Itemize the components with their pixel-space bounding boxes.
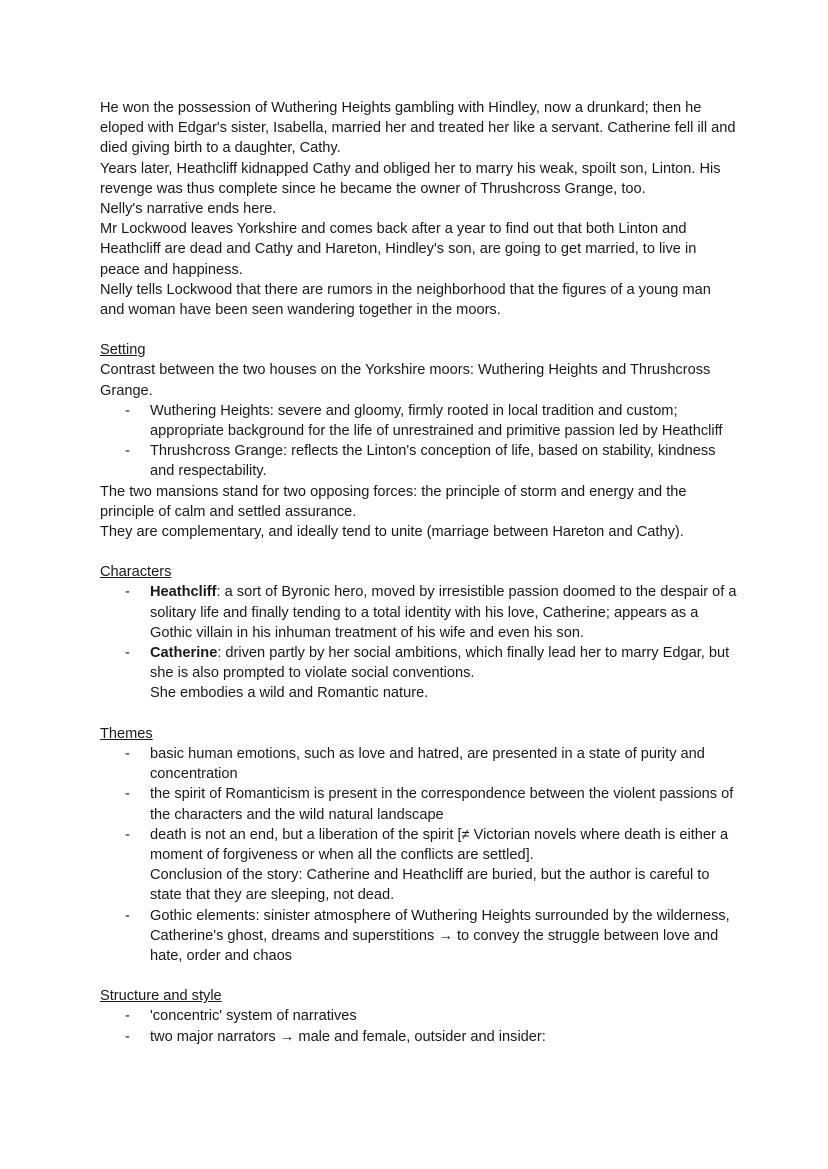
structure-list [100,1006,738,1046]
themes-list [100,744,738,966]
structure-section [100,986,738,1047]
setting-paragraph: They are complementary, and ideally tend to unite (marriage between Hareton and Cathy). [100,524,684,541]
character-description: : driven partly by her social ambitions, which finally lead her to marry Edgar, but she is also prompted to violate social conventions. [150,645,730,682]
characters-list [100,582,738,703]
list-item: - Gothic elements: sinister atmosphere of Wuthering Heights surrounded by the wilderness, Catherine's ghost, dreams and superstitions → to convey the struggle between love and hate, order and chaos [100,906,738,967]
intro-paragraph: Mr Lockwood leaves Yorkshire and comes back after a year to find out that both Linton and Heathcliff are dead and Cathy and Hareton, Hindley's son, are going to get married, to live in peace and happiness. [100,221,697,278]
list-item: - two major narrators → male and female, outsider and insider: [100,1027,738,1047]
section-heading-characters: Characters [100,564,172,581]
setting-list [100,401,738,482]
section-heading-setting: Setting [100,342,146,359]
setting-intro: Contrast between the two houses on the Yorkshire moors: Wuthering Heights and Thrushcross Grange. [100,362,711,399]
list-item [100,825,738,906]
intro-paragraph: Nelly tells Lockwood that there are rumors in the neighborhood that the figures of a young man and woman have been seen wandering together in the moors. [100,281,711,319]
section-heading-themes: Themes [100,725,153,742]
character-description: : a sort of Byronic hero, moved by irresistible passion doomed to the despair of a solitary life and finally tending to a total identity with his love, Catherine; appears as a Gothic villain in his inhuman treatment of his wife and even his son. [150,584,737,641]
list-item: - basic human emotions, such as love and hatred, are presented in a state of purity and concentration [100,744,738,784]
character-name: Heathcliff [150,584,217,601]
list-item: - the spirit of Romanticism is present in the correspondence between the violent passions of the characters and the wild natural landscape [100,784,738,824]
intro-block [100,98,738,320]
list-item: - Wuthering Heights: severe and gloomy, firmly rooted in local tradition and custom; appropriate background for the life of unrestrained and primitive passion led by Heathcliff [100,401,738,441]
list-item [100,582,738,643]
setting-section [100,340,738,542]
intro-paragraph: Nelly's narrative ends here. [100,201,277,218]
character-note: She embodies a wild and Romantic nature. [150,685,429,702]
section-heading-structure: Structure and style [100,988,222,1005]
themes-section [100,724,738,966]
setting-paragraph: The two mansions stand for two opposing forces: the principle of storm and energy and the principle of calm and settled assurance. [100,483,687,520]
theme-text: death is not an end, but a liberation of the spirit [≠ Victorian novels where death is either a moment of forgiveness or when all the conflicts are settled]. [150,826,729,863]
list-item: - Thrushcross Grange: reflects the Linton's conception of life, based on stability, kindness and respectability. [100,441,738,481]
theme-note: Conclusion of the story: Catherine and Heathcliff are buried, but the author is careful to state that they are sleeping, not dead. [150,867,710,904]
list-item [100,643,738,704]
list-item: - 'concentric' system of narratives [100,1006,738,1026]
character-name: Catherine [150,645,218,662]
intro-paragraph: Years later, Heathcliff kidnapped Cathy and obliged her to marry his weak, spoilt son, Linton. His revenge was thus complete since he became the owner of Thrushcross Grange, too. [100,160,721,197]
intro-paragraph: He won the possession of Wuthering Heights gambling with Hindley, now a drunkard; then he eloped with Edgar's sister, Isabella, married her and treated her like a servant. Catherine fell ill and died giving birth to a daughter, Cathy. [100,100,736,157]
characters-section [100,562,738,703]
